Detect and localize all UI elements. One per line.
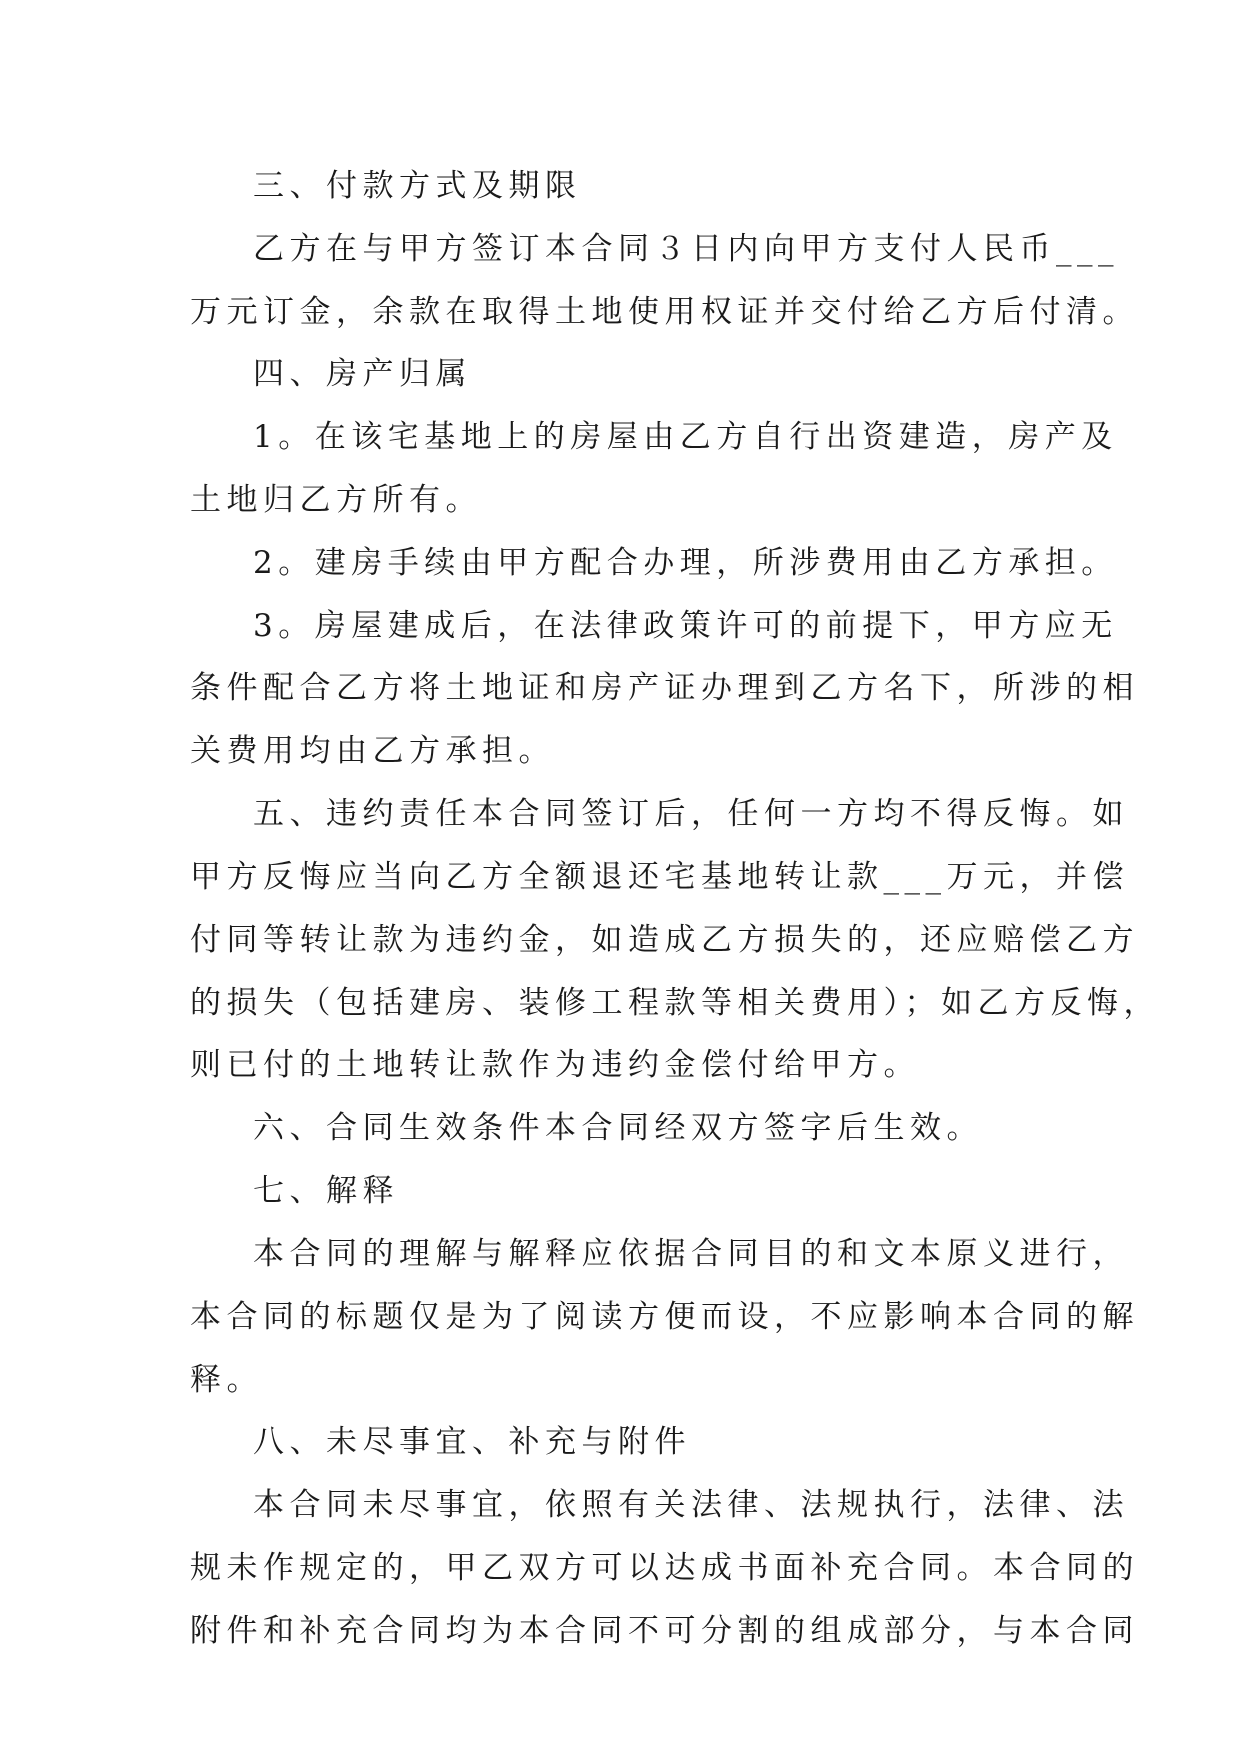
paragraph-line: 土地归乙方所有。 (190, 482, 482, 518)
paragraph-line: 本合同未尽事宜，依照有关法律、法规执行，法律、法 (253, 1487, 1129, 1523)
paragraph-line: 关费用均由乙方承担。 (190, 733, 555, 769)
section-heading-effective: 六、合同生效条件本合同经双方签字后生效。 (253, 1110, 983, 1146)
paragraph-line: 条件配合乙方将土地证和房产证办理到乙方名下，所涉的相 (190, 670, 1139, 706)
section-heading-breach: 五、违约责任本合同签订后，任何一方均不得反悔。如 (253, 796, 1129, 832)
paragraph-line: 本合同的标题仅是为了阅读方便而设，不应影响本合同的解 (190, 1299, 1139, 1335)
paragraph-line: 乙方在与甲方签订本合同３日内向甲方支付人民币___ (253, 231, 1119, 267)
section-heading-payment: 三、付款方式及期限 (253, 168, 582, 204)
paragraph-line: 3。房屋建成后，在法律政策许可的前提下，甲方应无 (253, 608, 1118, 644)
paragraph-line: 万元订金，余款在取得土地使用权证并交付给乙方后付清。 (190, 294, 1139, 330)
paragraph-line: 则已付的土地转让款作为违约金偿付给甲方。 (190, 1047, 920, 1083)
section-heading-supplement: 八、未尽事宜、补充与附件 (253, 1424, 691, 1460)
section-heading-ownership: 四、房产归属 (253, 356, 472, 392)
paragraph-line: 2。建房手续由甲方配合办理，所涉费用由乙方承担。 (253, 545, 1118, 581)
paragraph-line: 本合同的理解与解释应依据合同目的和文本原义进行， (253, 1236, 1129, 1272)
paragraph-line: 规未作规定的，甲乙双方可以达成书面补充合同。本合同的 (190, 1550, 1139, 1586)
paragraph-line: 甲方反悔应当向乙方全额退还宅基地转让款___万元，并偿 (190, 859, 1129, 895)
paragraph-line: 付同等转让款为违约金，如造成乙方损失的，还应赔偿乙方 (190, 922, 1139, 958)
paragraph-line: 附件和补充合同均为本合同不可分割的组成部分，与本合同 (190, 1613, 1139, 1649)
paragraph-line: 1。在该宅基地上的房屋由乙方自行出资建造，房产及 (253, 419, 1118, 455)
paragraph-line: 的损失（包括建房、装修工程款等相关费用）；如乙方反悔， (190, 985, 1160, 1021)
section-heading-interpretation: 七、解释 (253, 1173, 399, 1209)
paragraph-line: 释。 (190, 1362, 263, 1398)
